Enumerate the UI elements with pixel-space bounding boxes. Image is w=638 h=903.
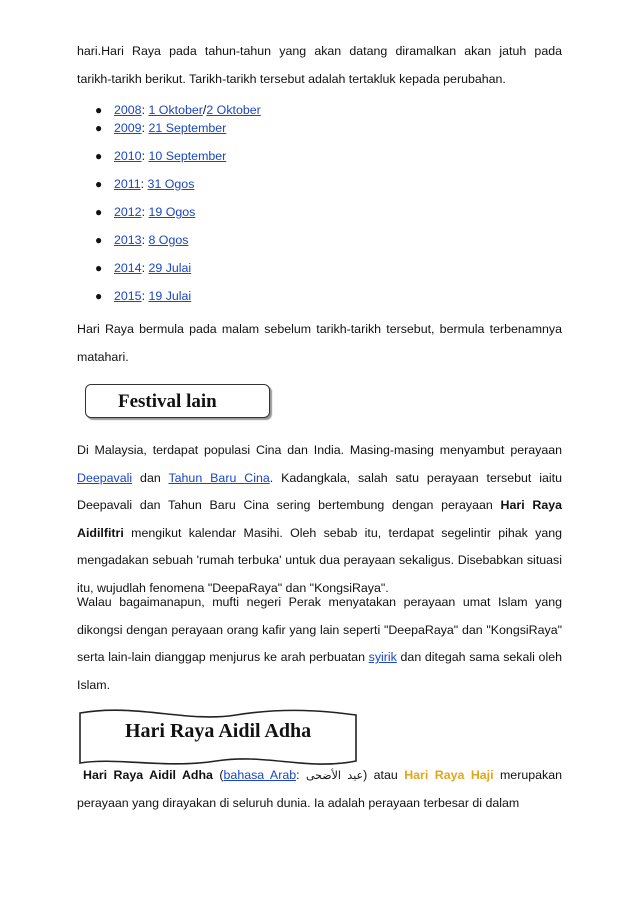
date-link-2008[interactable]: 1 Oktober xyxy=(148,103,203,117)
bullet-icon: ● xyxy=(95,205,103,219)
after-dates-line-1: Hari Raya bermula pada malam sebelum tarikh-tarikh tersebut, bermula terbenamnya xyxy=(77,322,562,336)
date-link-2008-alt[interactable]: 2 Oktober xyxy=(206,103,261,117)
festival-heading: Festival lain xyxy=(118,391,217,412)
hari-raya-aidilfitri-bold: Hari Raya Aidilfitri xyxy=(77,498,562,540)
adha-text-4: merupakan perayaan yang dirayakan di seluruh dunia. Ia adalah perayaan terbesar di dalam xyxy=(77,768,562,810)
deepavali-link[interactable]: Deepavali xyxy=(77,470,133,485)
year-link-2015[interactable]: 2015 xyxy=(114,289,142,303)
syirik-link[interactable]: syirik xyxy=(368,650,397,664)
date-link-2014[interactable]: 29 Julai xyxy=(148,261,192,275)
festival-heading-box xyxy=(85,384,270,418)
year-link-2008[interactable]: 2008 xyxy=(114,103,142,117)
year-link-2009[interactable]: 2009 xyxy=(114,121,142,135)
after-dates-paragraph xyxy=(77,316,562,371)
festival-text-1: Di Malaysia, terdapat populasi Cina dan India. Masing-masing menyambut perayaan xyxy=(77,443,562,457)
adha-heading: Hari Raya Aidil Adha xyxy=(125,720,312,742)
year-link-2010[interactable]: 2010 xyxy=(114,149,142,163)
date-link-2015[interactable]: 19 Julai xyxy=(148,289,192,303)
festival-text-2: dan xyxy=(132,470,169,485)
intro-paragraph xyxy=(77,38,562,93)
bullet-icon: ● xyxy=(95,103,103,117)
bullet-icon: ● xyxy=(95,289,103,303)
bullet-icon: ● xyxy=(95,261,103,275)
intro-line-2: tarikh-tarikh berikut. Tarikh-tarikh tersebut adalah tertakluk kepada perubahan. xyxy=(77,71,506,86)
year-link-2014[interactable]: 2014 xyxy=(114,261,142,275)
year-link-2013[interactable]: 2013 xyxy=(114,233,142,247)
date-link-2011[interactable]: 31 Ogos xyxy=(147,177,195,191)
hari-raya-haji-highlight: Hari Raya Haji xyxy=(404,768,494,782)
bahasa-arab-link[interactable]: bahasa Arab xyxy=(223,768,297,782)
bullet-icon: ● xyxy=(95,177,103,191)
tahun-baru-cina-link[interactable]: Tahun Baru Cina xyxy=(168,470,270,485)
intro-line-1: hari.Hari Raya pada tahun-tahun yang akan datang diramalkan akan jatuh pada xyxy=(77,44,562,58)
date-link-2012[interactable]: 19 Ogos xyxy=(148,205,196,219)
festival-text-3: . Kadangkala, salah satu perayaan tersebut iaitu Deepavali dan Tahun Baru Cina sering bertembung dengan perayaan xyxy=(77,470,562,512)
adha-paragraph xyxy=(77,762,562,817)
arabic-text: عيد الأضحى xyxy=(306,769,364,782)
mufti-text-2: dan ditegah sama sekali oleh Islam. xyxy=(77,650,562,692)
mufti-paragraph xyxy=(77,589,562,699)
date-link-2010[interactable]: 10 September xyxy=(148,149,227,163)
adha-text-3: ) atau xyxy=(363,768,405,782)
mufti-text-1: Walau bagaimanapun, mufti negeri Perak menyatakan perayaan umat Islam yang dikongsi dengan perayaan orang kafir yang lain seperti "DeepaRaya" dan "KongsiRaya" serta lain-lain dianggap menjurus ke arah perbuatan xyxy=(77,595,562,664)
adha-text-1: ( xyxy=(212,768,224,782)
date-link-2009[interactable]: 21 September xyxy=(148,121,227,135)
festival-text-4: mengikut kalendar Masihi. Oleh sebab itu, terdapat segelintir pihak yang mengadakan sebuah 'rumah terbuka' untuk dua perayaan sekaligus. Disebabkan situasi itu, wujudlah fenomena "DeepaRaya" dan "KongsiRaya". xyxy=(77,525,562,595)
festival-paragraph xyxy=(77,437,562,602)
bullet-icon: ● xyxy=(95,149,103,163)
adha-text-2: : xyxy=(296,768,306,782)
year-link-2011[interactable]: 2011 xyxy=(114,177,141,191)
year-link-2012[interactable]: 2012 xyxy=(114,205,142,219)
date-link-2013[interactable]: 8 Ogos xyxy=(148,233,189,247)
bullet-icon: ● xyxy=(95,233,103,247)
adha-title-bold: Hari Raya Aidil Adha xyxy=(83,768,213,782)
bullet-icon: ● xyxy=(95,121,103,135)
after-dates-line-2: matahari. xyxy=(77,349,129,364)
